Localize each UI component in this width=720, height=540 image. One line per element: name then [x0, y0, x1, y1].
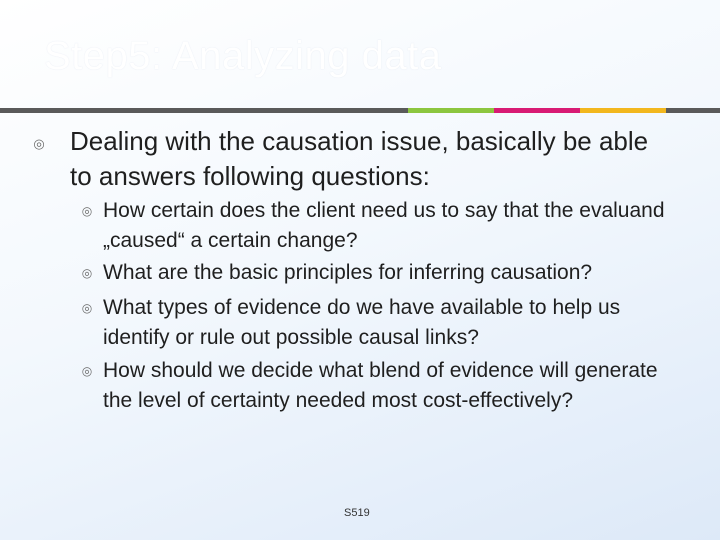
slide-footer: S519	[344, 507, 370, 519]
spiral-bullet-icon: ◎	[81, 301, 93, 315]
sub-point-text: How certain does the client need us to say that the evaluand „caused“ a certain change?	[103, 199, 665, 252]
spiral-bullet-icon: ◎	[33, 136, 45, 151]
slide-title: Step5: Analyzing data	[44, 34, 442, 78]
accent-bar-magenta	[494, 108, 580, 113]
title-rule-end	[666, 108, 720, 113]
title-rule	[0, 108, 408, 113]
title-area	[0, 0, 720, 108]
accent-bar-green	[408, 108, 494, 113]
spiral-bullet-icon: ◎	[81, 204, 93, 218]
spiral-bullet-icon: ◎	[81, 364, 93, 378]
sub-point-text: What are the basic principles for inferring causation?	[103, 261, 593, 284]
sub-point-text: How should we decide what blend of evidence will generate the level of certainty needed most cost-effectively?	[103, 359, 658, 412]
spiral-bullet-icon: ◎	[81, 266, 93, 280]
sub-point-text: What types of evidence do we have available to help us identify or rule out possible causal links?	[103, 296, 621, 349]
accent-bar-yellow	[580, 108, 666, 113]
main-point: Dealing with the causation issue, basically be able to answers following questions:	[70, 126, 649, 191]
